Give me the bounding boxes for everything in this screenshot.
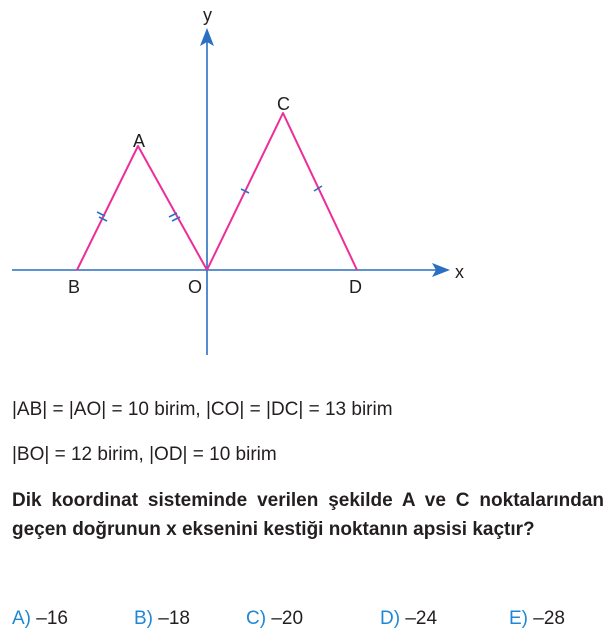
point-label-a: A [133, 131, 146, 151]
choice-b-letter: B) [134, 608, 153, 629]
given-lengths-line-1: |AB| = |AO| = 10 birim, |CO| = |DC| = 13 birim [12, 399, 393, 420]
choice-a-value: –16 [36, 608, 68, 629]
choice-d-value: –24 [405, 608, 438, 629]
question-text: Dik koordinat sisteminde verilen şekilde A ve C noktalarından geçen doğrunun x eksenini kestiği noktanın apsisi kaçtır? [12, 490, 604, 540]
triangle-lines [77, 113, 357, 270]
given-lengths-line-2: |BO| = 12 birim, |OD| = 10 birim [12, 444, 277, 465]
choice-b[interactable] [134, 607, 190, 631]
choice-a[interactable] [12, 607, 68, 631]
point-label-c: C [277, 94, 290, 114]
choice-e-value: –28 [533, 608, 565, 629]
choice-d[interactable] [380, 607, 437, 631]
segment-b-a-o [77, 146, 207, 270]
choice-c-value: –20 [271, 608, 304, 629]
choice-d-letter: D) [380, 608, 401, 629]
choice-b-value: –18 [158, 608, 190, 629]
choice-e-letter: E) [509, 608, 528, 629]
choice-a-letter: A) [12, 608, 31, 629]
point-label-d: D [349, 277, 362, 297]
choice-c[interactable] [246, 607, 303, 631]
segment-o-c-d [207, 113, 357, 270]
x-axis-label: x [455, 262, 464, 282]
axes [12, 28, 450, 355]
y-axis-label: y [203, 5, 212, 25]
point-label-b: B [68, 277, 81, 297]
equal-length-marks [97, 186, 322, 221]
choice-e[interactable] [509, 607, 565, 631]
choice-c-letter: C) [246, 608, 267, 629]
point-label-o: O [188, 277, 203, 297]
